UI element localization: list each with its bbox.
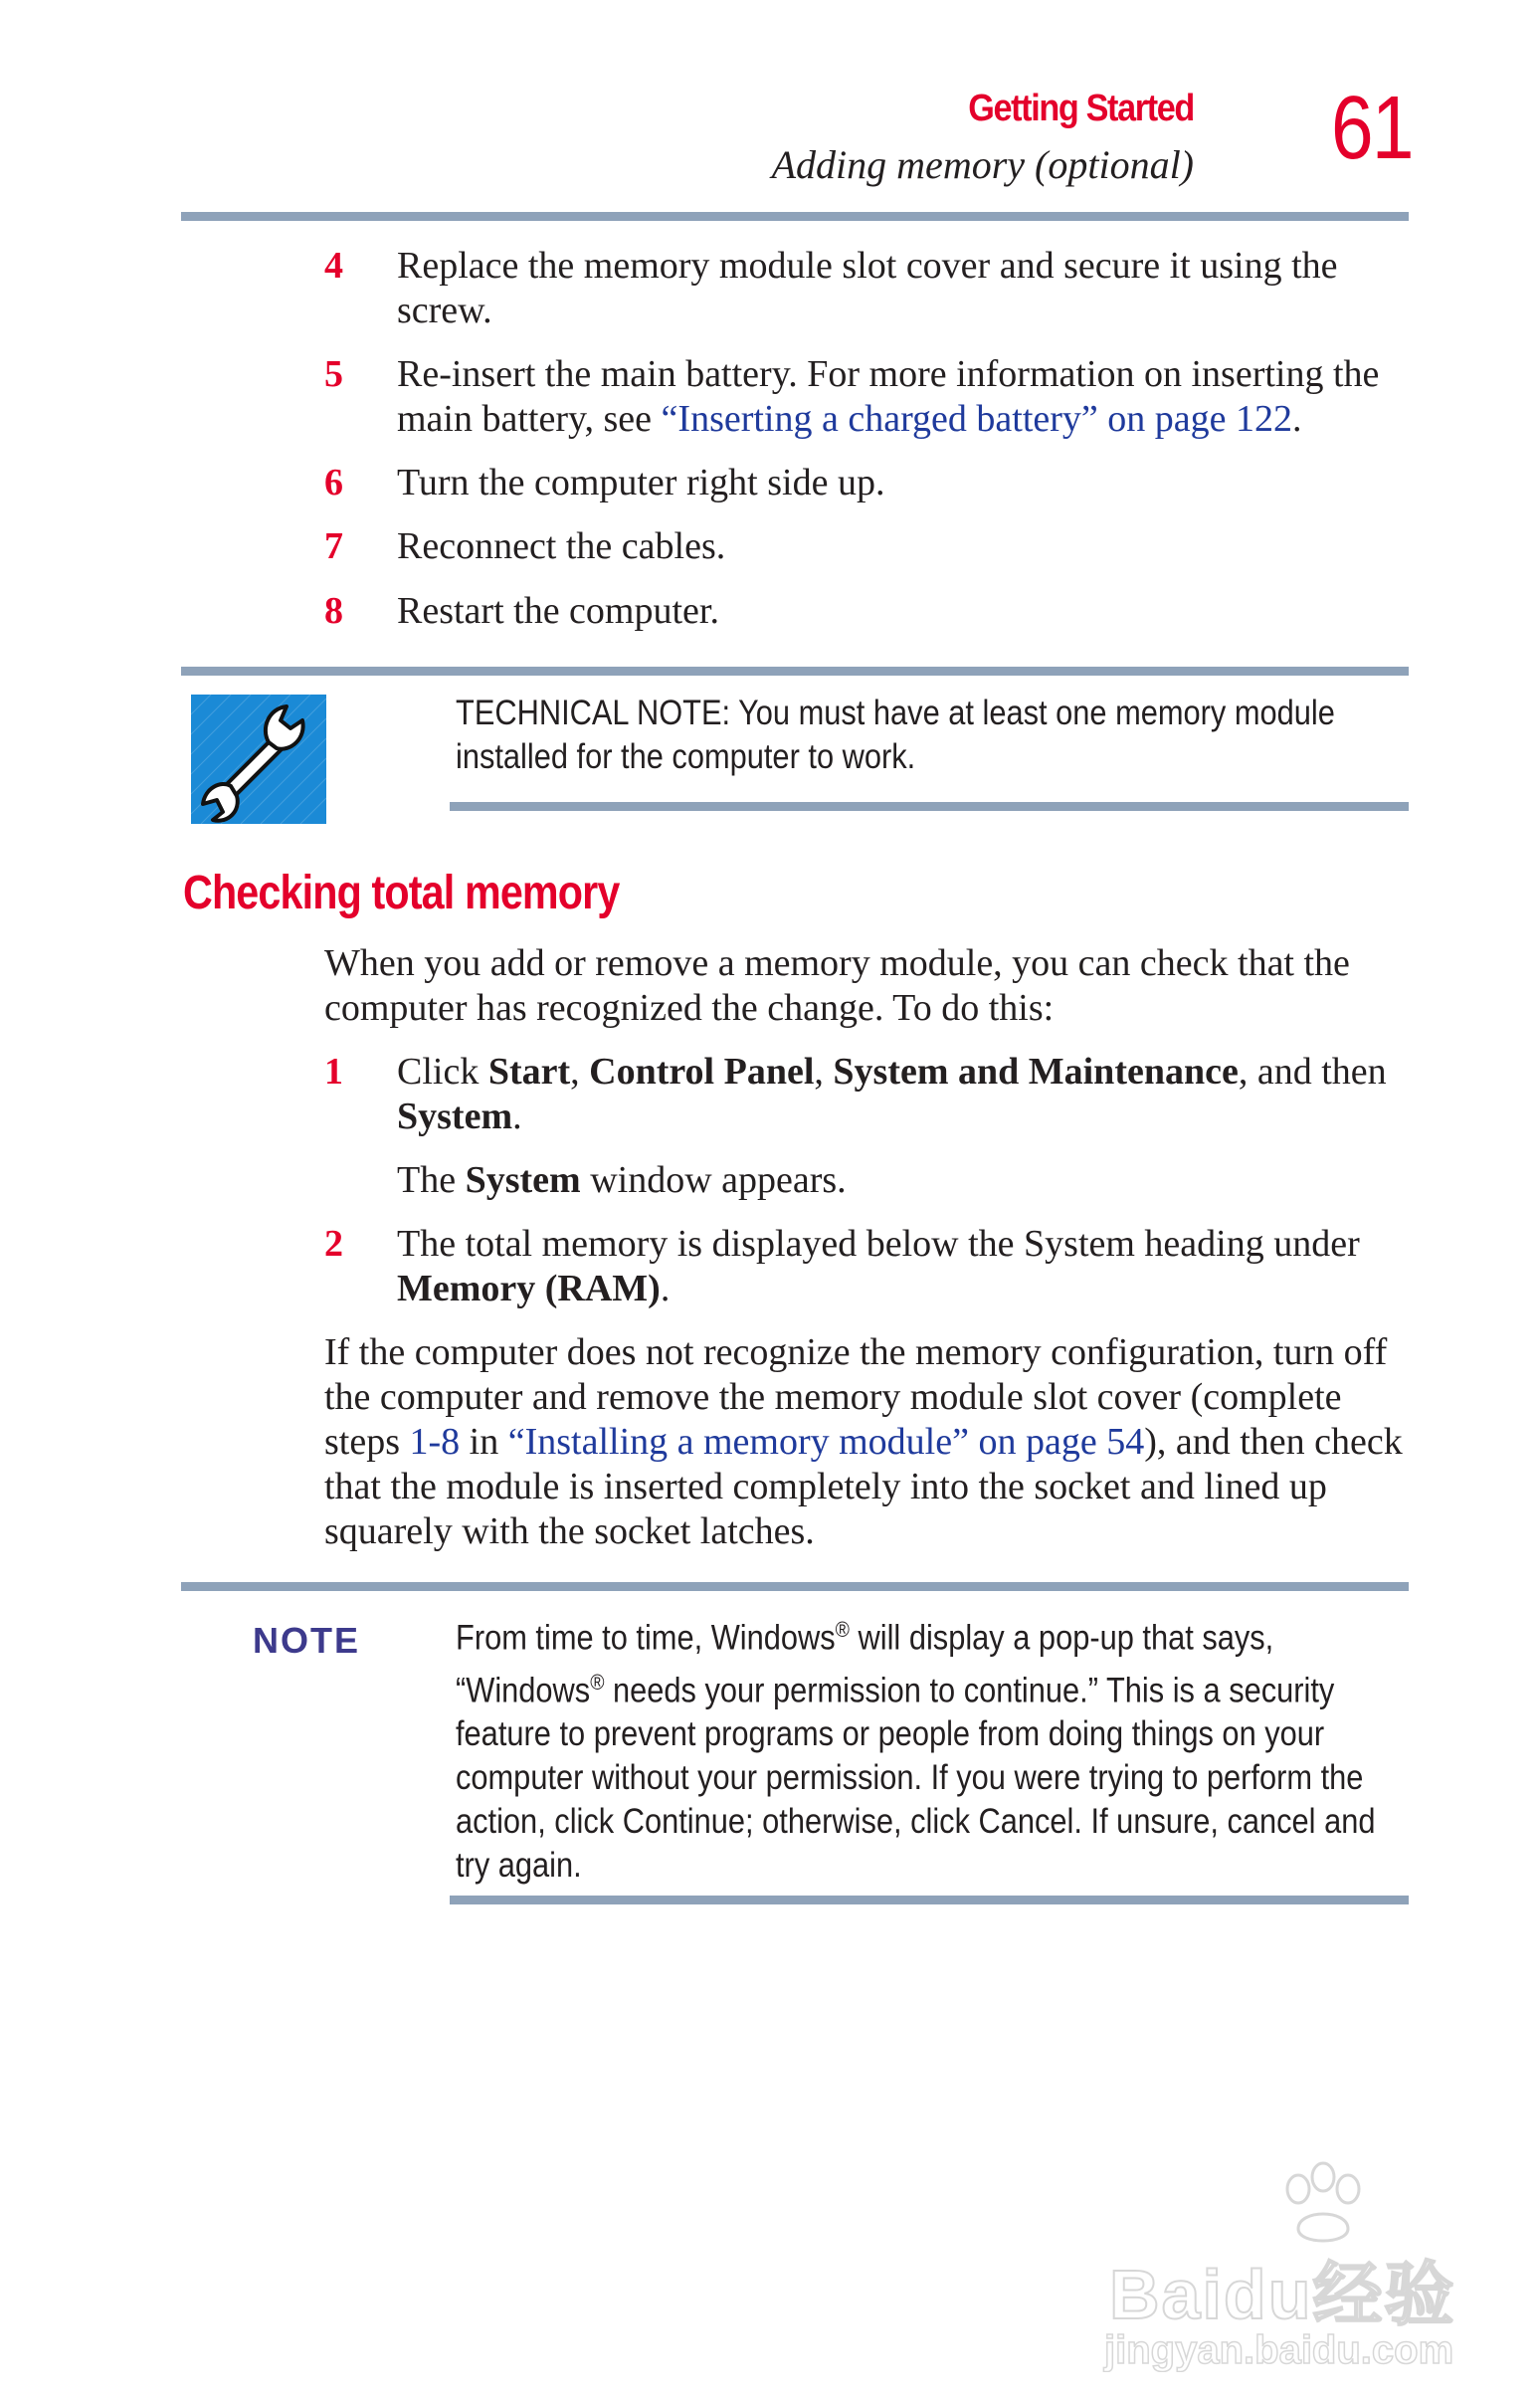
- step-text-part: , and then: [1238, 1051, 1387, 1093]
- registered-mark: ®: [835, 1617, 850, 1642]
- step-text: [397, 1050, 1409, 1139]
- intro-paragraph: When you add or remove a memory module, you can check that the computer has recognized the change. To do this:: [324, 942, 1350, 1029]
- note-text-part: From time to time, Windows: [456, 1618, 836, 1658]
- ui-term-system: System: [397, 1096, 513, 1137]
- paragraph-text-part: ), and then check that the module is inserted completely into the socket and lined up squarely with the socket latches.: [324, 1421, 1403, 1552]
- note-top-rule: [181, 1582, 1409, 1591]
- step-text: Restart the computer.: [397, 590, 719, 632]
- watermark-url: jingyan.baidu.com: [1104, 2328, 1454, 2372]
- step-number: 8: [324, 590, 343, 632]
- step-item: [324, 524, 1409, 569]
- step-text-part: ,: [570, 1051, 590, 1093]
- step-item: [324, 244, 1409, 333]
- step-number: 4: [324, 245, 343, 287]
- watermark-logo: Baidu经验: [1109, 2256, 1456, 2333]
- step-number: 1: [324, 1051, 343, 1093]
- cross-reference-link[interactable]: “Inserting a charged battery” on page 122: [661, 398, 1293, 440]
- step-result-text: [397, 1158, 1409, 1203]
- step-item: [324, 1222, 1409, 1311]
- ui-term-memory-ram: Memory (RAM): [397, 1268, 661, 1309]
- header-rule: [181, 212, 1409, 221]
- step-text: Turn the computer right side up.: [397, 462, 885, 503]
- step-number: 5: [324, 353, 343, 395]
- step-item: [324, 352, 1409, 442]
- step-item: [324, 461, 1409, 505]
- baidu-watermark: [1079, 2159, 1477, 2388]
- step-item: [324, 1050, 1409, 1139]
- step-text-part: .: [1292, 398, 1302, 440]
- step-text-part: .: [512, 1096, 522, 1137]
- note-text-part: needs your permission to continue.” This is a security feature to prevent programs or people from doing things on your computer without your permission. If you were trying to perform the action, click Continue; otherwise, click Cancel. If unsure, cancel and try again.: [456, 1671, 1376, 1886]
- step-text-part: The: [397, 1159, 466, 1201]
- step-text-part: Re-insert the main battery. For more information on inserting the main battery, see: [397, 353, 1380, 440]
- step-text-part: .: [660, 1268, 671, 1309]
- section-heading: Checking total memory: [183, 867, 620, 919]
- ui-term-start: Start: [487, 1051, 571, 1093]
- step-text-part: ,: [814, 1051, 834, 1093]
- step-text: [397, 1222, 1409, 1311]
- technical-note-text: TECHNICAL NOTE: You must have at least one memory module installed for the computer to work.: [456, 694, 1335, 776]
- note-text: [456, 1608, 1410, 1888]
- ui-term-control-panel: Control Panel: [589, 1051, 815, 1093]
- note-text-part: will display a pop-up that says, “Windows: [456, 1618, 1274, 1710]
- note-label: NOTE: [253, 1620, 361, 1661]
- steps-link[interactable]: 1-8: [409, 1421, 461, 1463]
- cross-reference-link[interactable]: “Installing a memory module” on page 54: [507, 1421, 1145, 1463]
- wrench-icon: [191, 695, 326, 824]
- ui-term-system-maintenance: System and Maintenance: [833, 1051, 1239, 1093]
- step-text-part: The total memory is displayed below the System heading under: [397, 1223, 1360, 1265]
- paragraph-text-part: If the computer does not recognize the memory configuration, turn off the computer and remove the memory module slot cover (complete steps: [324, 1331, 1388, 1463]
- step-number: 6: [324, 462, 343, 503]
- step-text: Replace the memory module slot cover and secure it using the screw.: [397, 245, 1338, 331]
- ui-term-system: System: [465, 1159, 581, 1201]
- step-text: [397, 352, 1409, 442]
- technical-note-top-rule: [181, 667, 1409, 676]
- step-number: 7: [324, 525, 343, 567]
- running-header-section: Getting Started: [968, 88, 1194, 129]
- paw-icon: [1268, 2159, 1378, 2249]
- step-text-part: window appears.: [580, 1159, 847, 1201]
- step-number: 2: [324, 1223, 343, 1265]
- step-result: [324, 1158, 1409, 1203]
- step-text: Reconnect the cables.: [397, 525, 726, 567]
- registered-mark: ®: [590, 1669, 605, 1695]
- technical-note-bottom-rule: [450, 802, 1409, 811]
- running-header-subtitle: Adding memory (optional): [771, 142, 1194, 187]
- step-item: [324, 589, 1409, 634]
- step-text-part: Click: [397, 1051, 488, 1093]
- closing-paragraph: [324, 1330, 1409, 1554]
- note-bottom-rule: [450, 1896, 1409, 1904]
- page-number: 61: [1331, 79, 1413, 178]
- paragraph-text-part: in: [460, 1421, 508, 1463]
